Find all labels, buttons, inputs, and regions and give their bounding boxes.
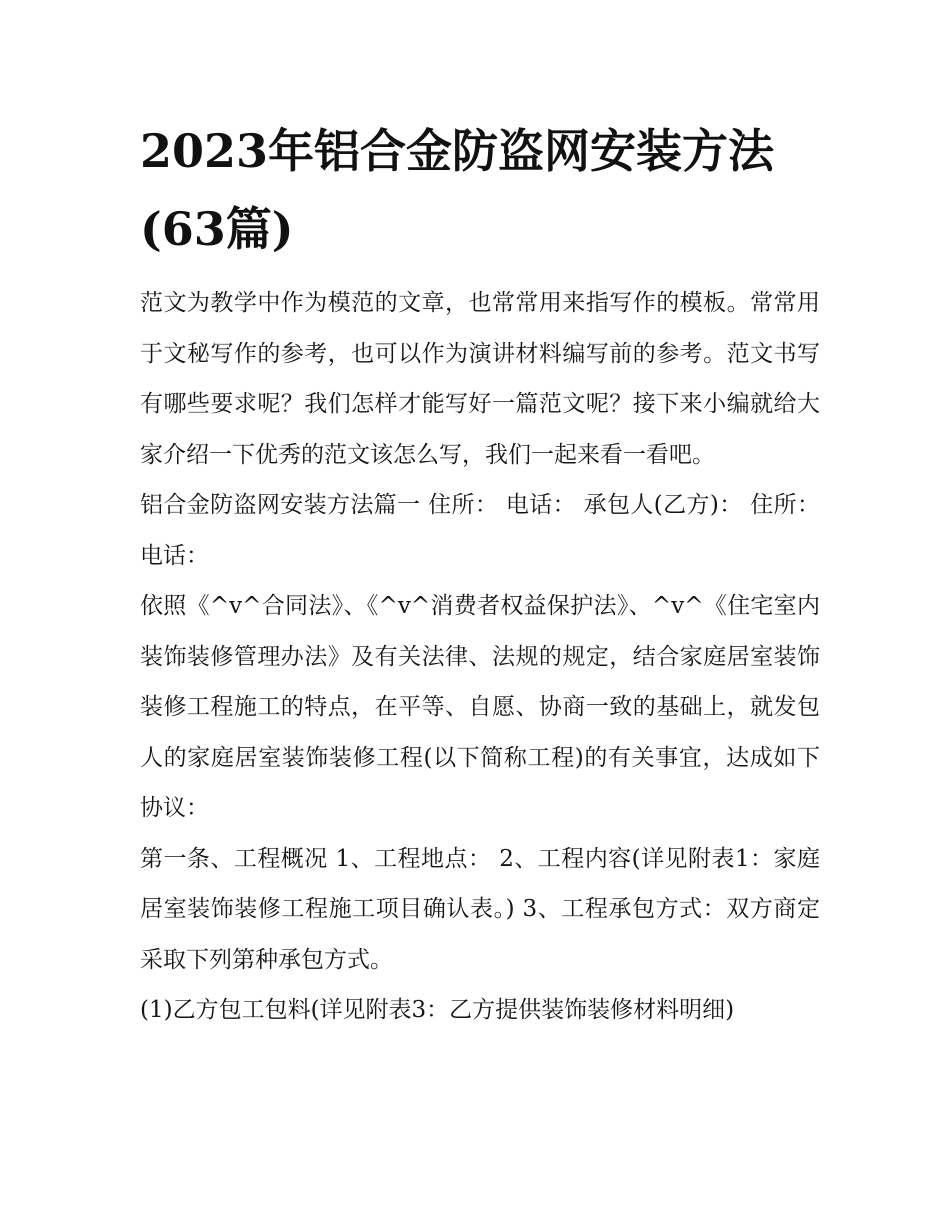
paragraph-intro: 范文为教学中作为模范的文章，也常常用来指写作的模板。常常用于文秘写作的参考，也可以作为演讲材料编写前的参考。范文书写有哪些要求呢？我们怎样才能写好一篇范文呢？接下来小编就给大家介绍一下优秀的范文该怎么写，我们一起来看一看吧。 — [140, 290, 820, 468]
paragraph-contract-option: (1)乙方包工包料(详见附表3：乙方提供装饰装修材料明细) — [140, 997, 735, 1023]
document-title: 2023年铝合金防盗网安装方法(63篇) — [140, 124, 775, 256]
paragraph-article-one: 第一条、工程概况 1、工程地点： 2、工程内容(详见附表1：家庭居室装饰装修工程施工项目确认表。) 3、工程承包方式：双方商定采取下列第种承包方式。 — [140, 845, 820, 973]
paragraph-parties: 铝合金防盗网安装方法篇一 住所： 电话： 承包人(乙方)： 住所： 电话： — [140, 492, 820, 569]
paragraph-legal-basis: 依照《^v^合同法》、《^v^消费者权益保护法》、^v^《住宅室内装饰装修管理办法》及有关法律、法规的规定，结合家庭居室装饰装修工程施工的特点，在平等、自愿、协商一致的基础上，就发包人的家庭居室装饰装修工程(以下简称工程)的有关事宜，达成如下协议： — [140, 593, 820, 821]
document-body — [140, 278, 820, 1036]
